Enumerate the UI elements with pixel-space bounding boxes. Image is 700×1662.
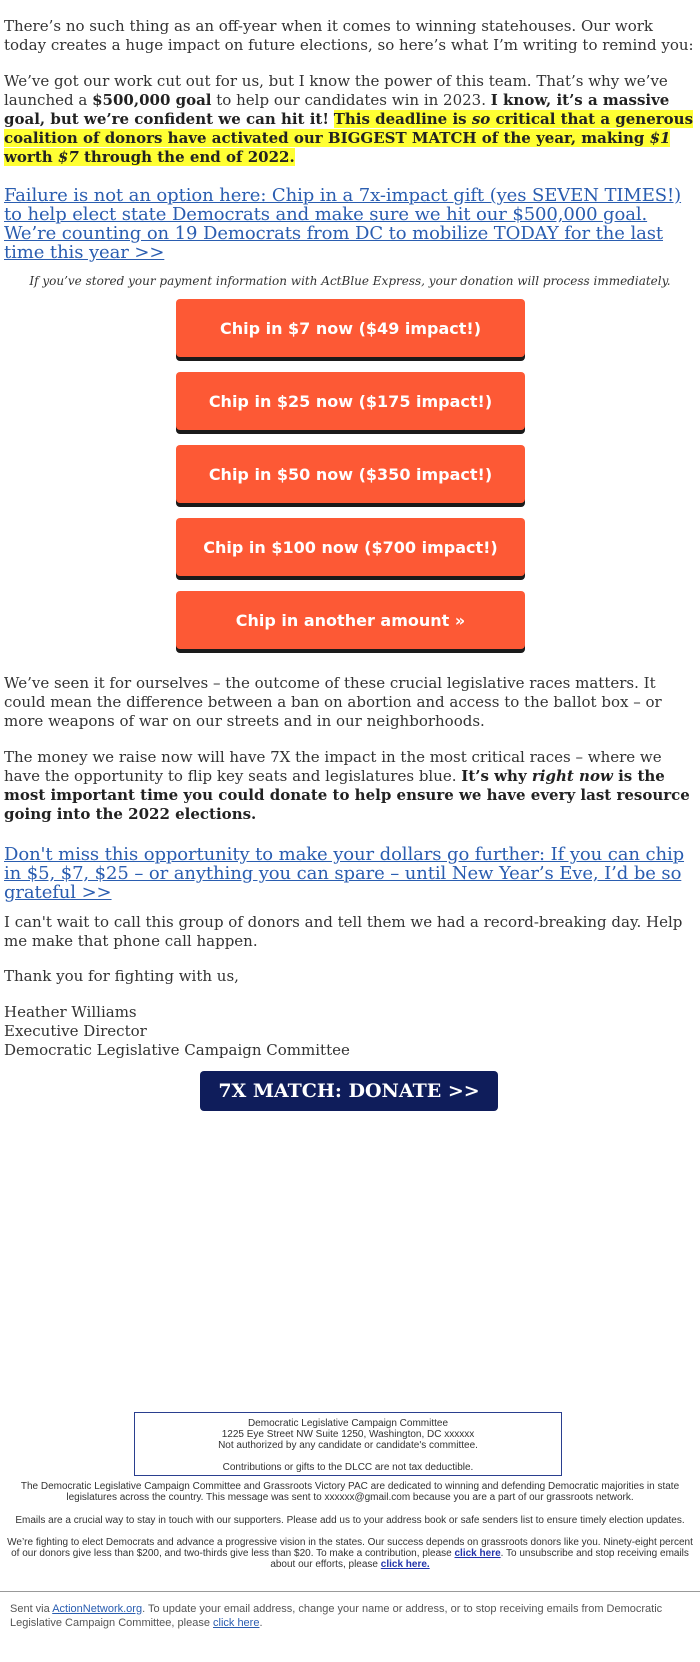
chip-in-other-amount-button[interactable]: Chip in another amount » [176,591,525,649]
unsubscribe-click-here-link[interactable]: click here. [380,1559,430,1570]
match-donate-button[interactable]: 7X MATCH: DONATE >> [200,1071,498,1111]
chip-in-50-button[interactable]: Chip in $50 now ($350 impact!) [176,445,525,503]
donate-headline-link[interactable]: Failure is not an option here: Chip in a 7x-impact gift (yes SEVEN TIMES!) to help elect state Democrats and make sure we hit our $500,000 goal. We’re counting on 19 Democrats from DC to mobilize TODAY for the last time this year >> [4,185,682,263]
intro-paragraph: There’s no such thing as an off-year when it comes to winning statehouses. Our work today creates a huge impact on future elections, so here’s what I’m writing to remind you: [4,17,694,54]
phone-call-paragraph: I can't wait to call this group of donors and tell them we had a record-breaking day. Help me make that phone call happen. [4,913,683,950]
contribute-click-here-link[interactable]: click here [454,1548,501,1559]
footer-tax-note: Contributions or gifts to the DLCC are not tax deductible. [222,1462,474,1473]
signer-title: Executive Director [4,1022,147,1040]
impact-paragraph: The money we raise now will have 7X the impact in the most critical races – where we have the opportunity to flip key seats and legislatures blue. It’s why right now is the most important time you could donate to help ensure we have every last resource going into the 2022 elections. [4,748,690,823]
signer-name: Heather Williams [4,1003,137,1021]
footer-divider [0,1591,700,1592]
sent-via-notice: Sent via ActionNetwork.org. To update your email address, change your name or address, or to stop receiving emails from Democratic Legislative Campaign Committee, please click here. [10,1603,663,1629]
signature-block [4,1003,696,1060]
fine-print-mission: The Democratic Legislative Campaign Committee and Grassroots Victory PAC are dedicated to winning and defending Democratic majorities in state legislatures across the country. This message was sent to xxxxxx@gmail.com because you are a part of our grassroots network. [20,1481,680,1503]
races-paragraph: We’ve seen it for ourselves – the outcome of these crucial legislative races matters. It could mean the difference between a ban on abortion and access to the ballot box – or more weapons of war on our streets and in our neighborhoods. [4,674,662,730]
actblue-express-note: If you’ve stored your payment information with ActBlue Express, your donation will process immediately. [29,274,671,288]
fine-print-donors: We’re fighting to elect Democrats and advance a progressive vision in the states. Our success depends on grassroots donors like you. Ninety-eight percent of our donors give less than $200, and two-thirds give less than $20. To make a contribution, please click here. To unsubscribe and stop receiving emails about our efforts, please click here. [7,1537,693,1570]
footer-org-name: Democratic Legislative Campaign Committee [247,1418,449,1429]
highlighted-match-text: This deadline is so critical that a generous coalition of donors have activated our BIGGEST MATCH of the year, making $1 worth $7 through the end of 2022. [4,110,694,166]
thank-you-line: Thank you for fighting with us, [4,967,239,985]
opportunity-headline-link[interactable]: Don't miss this opportunity to make your dollars go further: If you can chip in $5, $7, $25 – or anything you can spare – until New Year’s Eve, I’d be so grateful >> [4,844,685,903]
signer-org: Democratic Legislative Campaign Committee [4,1041,350,1059]
chip-in-25-button[interactable]: Chip in $25 now ($175 impact!) [176,372,525,430]
chip-in-7-button[interactable]: Chip in $7 now ($49 impact!) [176,299,525,357]
footer-authorization: Not authorized by any candidate or candidate's committee. [218,1440,478,1451]
chip-in-100-button[interactable]: Chip in $100 now ($700 impact!) [176,518,525,576]
footer-address: 1225 Eye Street NW Suite 1250, Washington, DC xxxxxx [221,1429,475,1440]
fine-print-safe-senders: Emails are a crucial way to stay in touch with our supporters. Please add us to your address book or safe senders list to ensure timely election updates. [15,1515,685,1526]
actionnetwork-link[interactable]: ActionNetwork.org [52,1603,143,1615]
goal-paragraph: We’ve got our work cut out for us, but I know the power of this team. That’s why we’ve launched a $500,000 goal to help our candidates win in 2023. I know, it’s a massive goal, but we’re confident we can hit it! This deadline is so critical that a generous coalition of donors have activated our BIGGEST MATCH of the year, making $1 worth $7 through the end of 2022. [4,72,694,166]
footer-disclaimer-box [134,1412,562,1476]
update-preferences-link[interactable]: click here [213,1617,260,1629]
